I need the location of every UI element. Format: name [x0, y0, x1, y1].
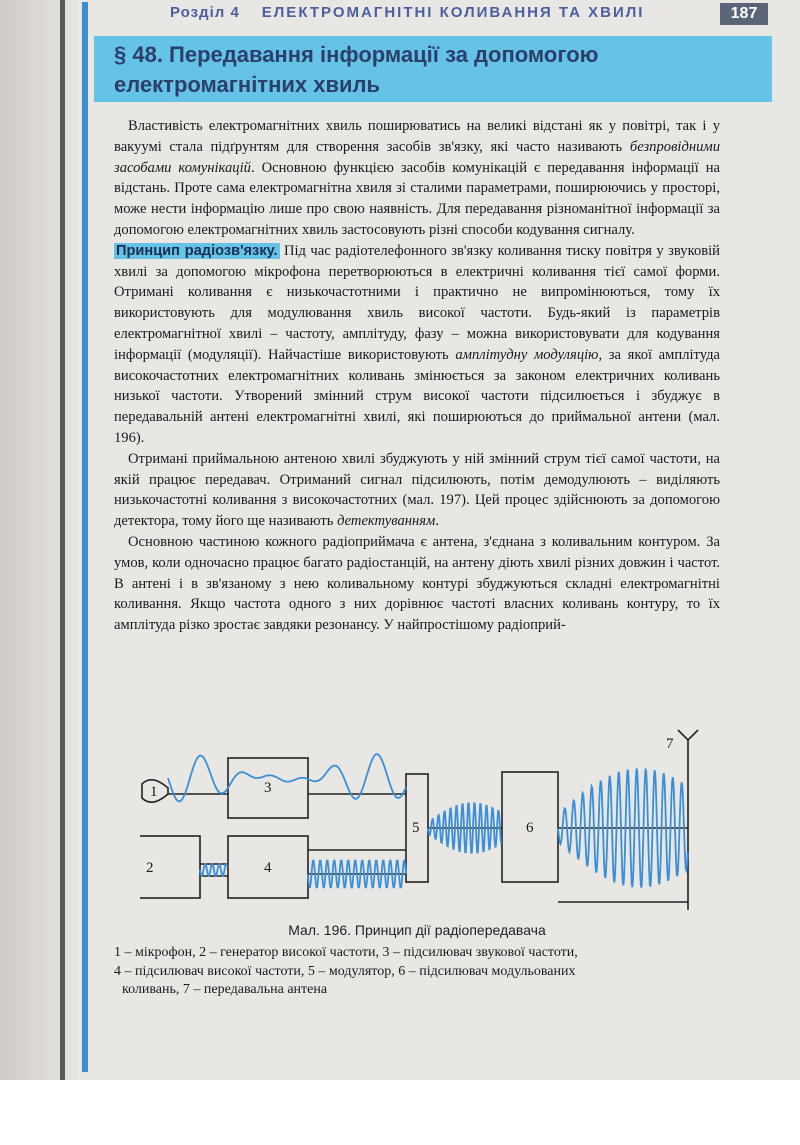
paragraph-4: Основною частиною кожного радіоприймача є антена, з'єднана з коливальним контуром. За умов, коли одночасно працює багато радіостанцій, на антену діють хвилі різних довжин і частот. В антені і в зв'язаному з нею коливальному контурі збуджуються складні електромагнітні коливання. Якщо частота одного з них дорівнює частоті власних коливань контуру, то їх амплітуда різко зростає завдяки резонансу. У найпростішому радіоприй-: [114, 533, 720, 634]
figure-legend: [114, 944, 720, 1000]
label-7: 7: [666, 736, 674, 752]
carrier-wave-right: [308, 861, 406, 888]
legend-line: коливань, 7 – передавальна антена: [122, 982, 328, 997]
body-text: [114, 116, 720, 636]
label-3: 3: [264, 780, 272, 796]
book-spine-shadow: [0, 0, 78, 1080]
header-title: ЕЛЕКТРОМАГНІТНІ КОЛИВАННЯ ТА ХВИЛІ: [261, 4, 645, 21]
paragraph-2: Принцип радіозв'язку. Під час радіотелефонного зв'язку коливання тиску повітря у звуковій хвилі за допомогою мікрофона перетворюються в електричні коливання тієї самої форми. Отримані коливання є низькочастотними і практично не випромінюються, тому їх використовують для модулювання хвиль високої частоти. Будь-який із параметрів електромагнітної хвилі – частоту, амплітуду, фазу – можна використовувати для кодування інформації (модуляції). Найчастіше використовують амплітудну модуляцію, за якої амплітуда високочастотних електромагнітних коливань змінюється за законом електричних коливань низької частоти. Утворений змінний струм високої частоти підсилюється і збуджує в передавальній антені електромагнітні хвилі, які поширюються до приймальної антени (мал. 196).: [114, 242, 720, 446]
legend-line: 4 – підсилювач високої частоти, 5 – модулятор, 6 – підсилювач модульованих: [114, 963, 576, 979]
label-1: 1: [150, 784, 158, 800]
antenna-icon: [678, 730, 698, 740]
heading-line-2: електромагнітних хвиль: [114, 72, 381, 97]
paragraph-1: Властивість електромагнітних хвиль поширюватись на великі відстані як у повітрі, так і у вакуумі стала підґрунтям для створення засобів зв'язку, які часто називають безпровідними засобами комунікацій. Основною функцією засобів комунікацій є передавання інформації на відстань. Проте сама електромагнітна хвиля зі сталими параметрами, поширюючись у просторі, може нести інформацію лише про свою наявність. Для передавання різноманітної інформації за допомогою електромагнітних хвиль застосовують різні способи кодування сигналу.: [114, 118, 720, 238]
figure-caption: Мал. 196. Принцип дії радіопередавача: [288, 922, 546, 938]
legend-line: 1 – мікрофон, 2 – генератор високої частоти, 3 – підсилювач звукової частоти,: [114, 945, 578, 960]
emphasis: безпровідними засобами комунікацій: [114, 138, 720, 176]
paragraph-3: Отримані приймальною антеною хвилі збуджують у ній змінний струм тієї самої частоти, на якій працює передавач. Отриманий сигнал підсилюють, потім демодулюють – виділяють низькочастотні коливання з високочастотних (мал. 197). Цей процес здійснюють за допомогою детектора, тому його ще називають детектуванням.: [114, 450, 720, 530]
label-6: 6: [526, 820, 534, 836]
radio-transmitter-diagram: [140, 726, 710, 916]
section-heading: [94, 36, 772, 102]
margin-rule: [82, 2, 88, 1072]
label-2: 2: [146, 860, 154, 876]
subheading-label: Принцип радіозв'язку.: [116, 242, 278, 259]
carrier-wave-left: [200, 864, 227, 875]
page-number: 187: [720, 3, 768, 25]
emphasis: амплітудну модуляцію: [455, 346, 599, 363]
label-4: 4: [264, 860, 272, 876]
emphasis: детектуванням: [337, 513, 436, 530]
heading-line-1: § 48. Передавання інформації за допомогою: [114, 42, 599, 67]
header-section: Розділ 4: [170, 4, 240, 21]
spine-line: [60, 0, 65, 1080]
label-5: 5: [412, 820, 420, 836]
running-header: [170, 4, 710, 26]
